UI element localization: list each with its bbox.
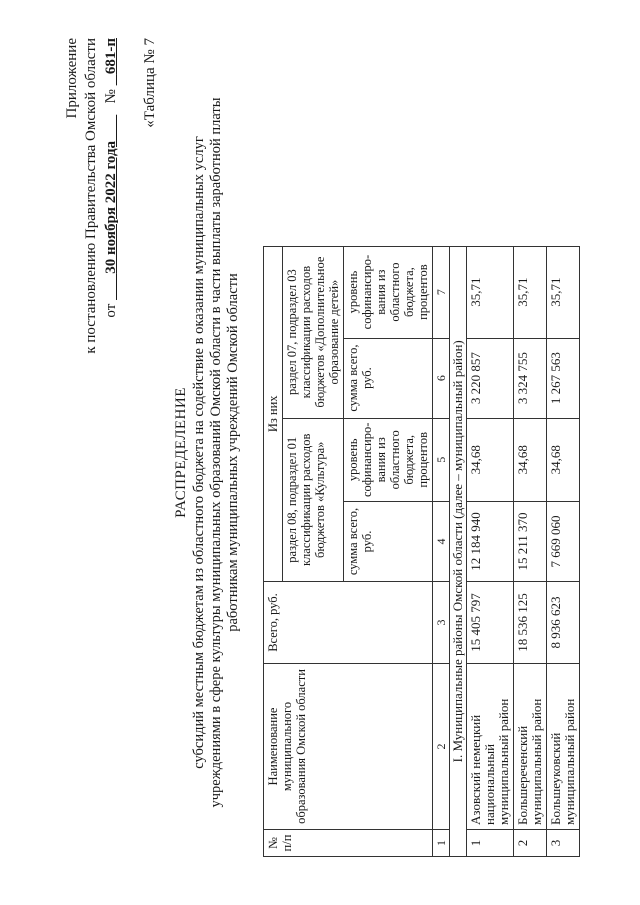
- row-num: 3: [547, 830, 580, 857]
- row-sum08: 15 211 370: [514, 502, 547, 582]
- header-section08: раздел 08, подраздел 01 классификации расходов бюджетов «Культура»: [283, 418, 344, 581]
- header-sum08: сумма всего, руб.: [344, 502, 433, 582]
- header-section07: раздел 07, подраздел 03 классификации расходов бюджетов «Дополнительное образование детей»: [283, 246, 344, 418]
- col-number: 6: [433, 338, 450, 418]
- header-sum07: сумма всего, руб.: [344, 338, 433, 418]
- row-level07: 35,71: [467, 246, 514, 338]
- number-prefix: №: [103, 89, 119, 104]
- col-number: 7: [433, 246, 450, 338]
- row-num: 1: [467, 830, 514, 857]
- document-date: 30 ноября 2022 года: [103, 140, 119, 274]
- row-total: 18 536 125: [514, 582, 547, 664]
- header-of-them: Из них: [264, 246, 283, 581]
- row-name: Большеуковский муниципальный район: [547, 664, 580, 830]
- header-level07: уровень софинансиро-вания из областного бюджета, процентов: [344, 246, 433, 338]
- row-level08: 34,68: [514, 418, 547, 501]
- row-total: 8 936 623: [547, 582, 580, 664]
- table-number: «Таблица № 7: [142, 38, 158, 128]
- row-level07: 35,71: [514, 246, 547, 338]
- appendix-label: Приложение: [64, 38, 80, 119]
- row-level08: 34,68: [467, 418, 514, 501]
- table-row: [467, 246, 514, 856]
- row-sum08: 7 669 060: [547, 502, 580, 582]
- row-sum08: 12 184 940: [467, 502, 514, 582]
- section-title: I. Муниципальные районы Омской области (далее – муниципальный район): [450, 246, 467, 856]
- document-number: 681-п: [103, 38, 119, 75]
- document-title: РАСПРЕДЕЛЕНИЕ: [173, 387, 189, 518]
- col-number: 2: [433, 664, 450, 830]
- date-line: [103, 38, 120, 318]
- row-level08: 34,68: [547, 418, 580, 501]
- header-name: Наименование муниципального образования Омской области: [264, 664, 433, 830]
- document-subtitle: субсидий местным бюджетам из областного бюджета на содействие в оказании муниципальных услуг учреждениями в сфере культуры муниципальных образований Омской области в части выплаты заработной платы работникам муниципальных учреждений Омской области: [191, 97, 241, 808]
- col-number: 4: [433, 502, 450, 582]
- row-level07: 35,71: [547, 246, 580, 338]
- header-total: Всего, руб.: [264, 582, 433, 664]
- col-number: 5: [433, 418, 450, 501]
- row-total: 15 405 797: [467, 582, 514, 664]
- row-sum07: 3 324 755: [514, 338, 547, 418]
- header-num: № п/п: [264, 830, 433, 857]
- header-level08: уровень софинансиро-вания из областного бюджета, процентов: [344, 418, 433, 501]
- col-number: 1: [433, 830, 450, 857]
- row-num: 2: [514, 830, 547, 857]
- resolution-reference: к постановлению Правительства Омской области: [83, 38, 99, 354]
- table-row: [514, 246, 547, 856]
- row-sum07: 1 267 563: [547, 338, 580, 418]
- col-number: 3: [433, 582, 450, 664]
- row-name: Азовский немецкий национальный муниципальный район: [467, 664, 514, 830]
- table-row: [547, 246, 580, 856]
- row-name: Большереченский муниципальный район: [514, 664, 547, 830]
- distribution-table: [263, 246, 580, 857]
- row-sum07: 3 220 857: [467, 338, 514, 418]
- date-prefix: от: [103, 303, 119, 318]
